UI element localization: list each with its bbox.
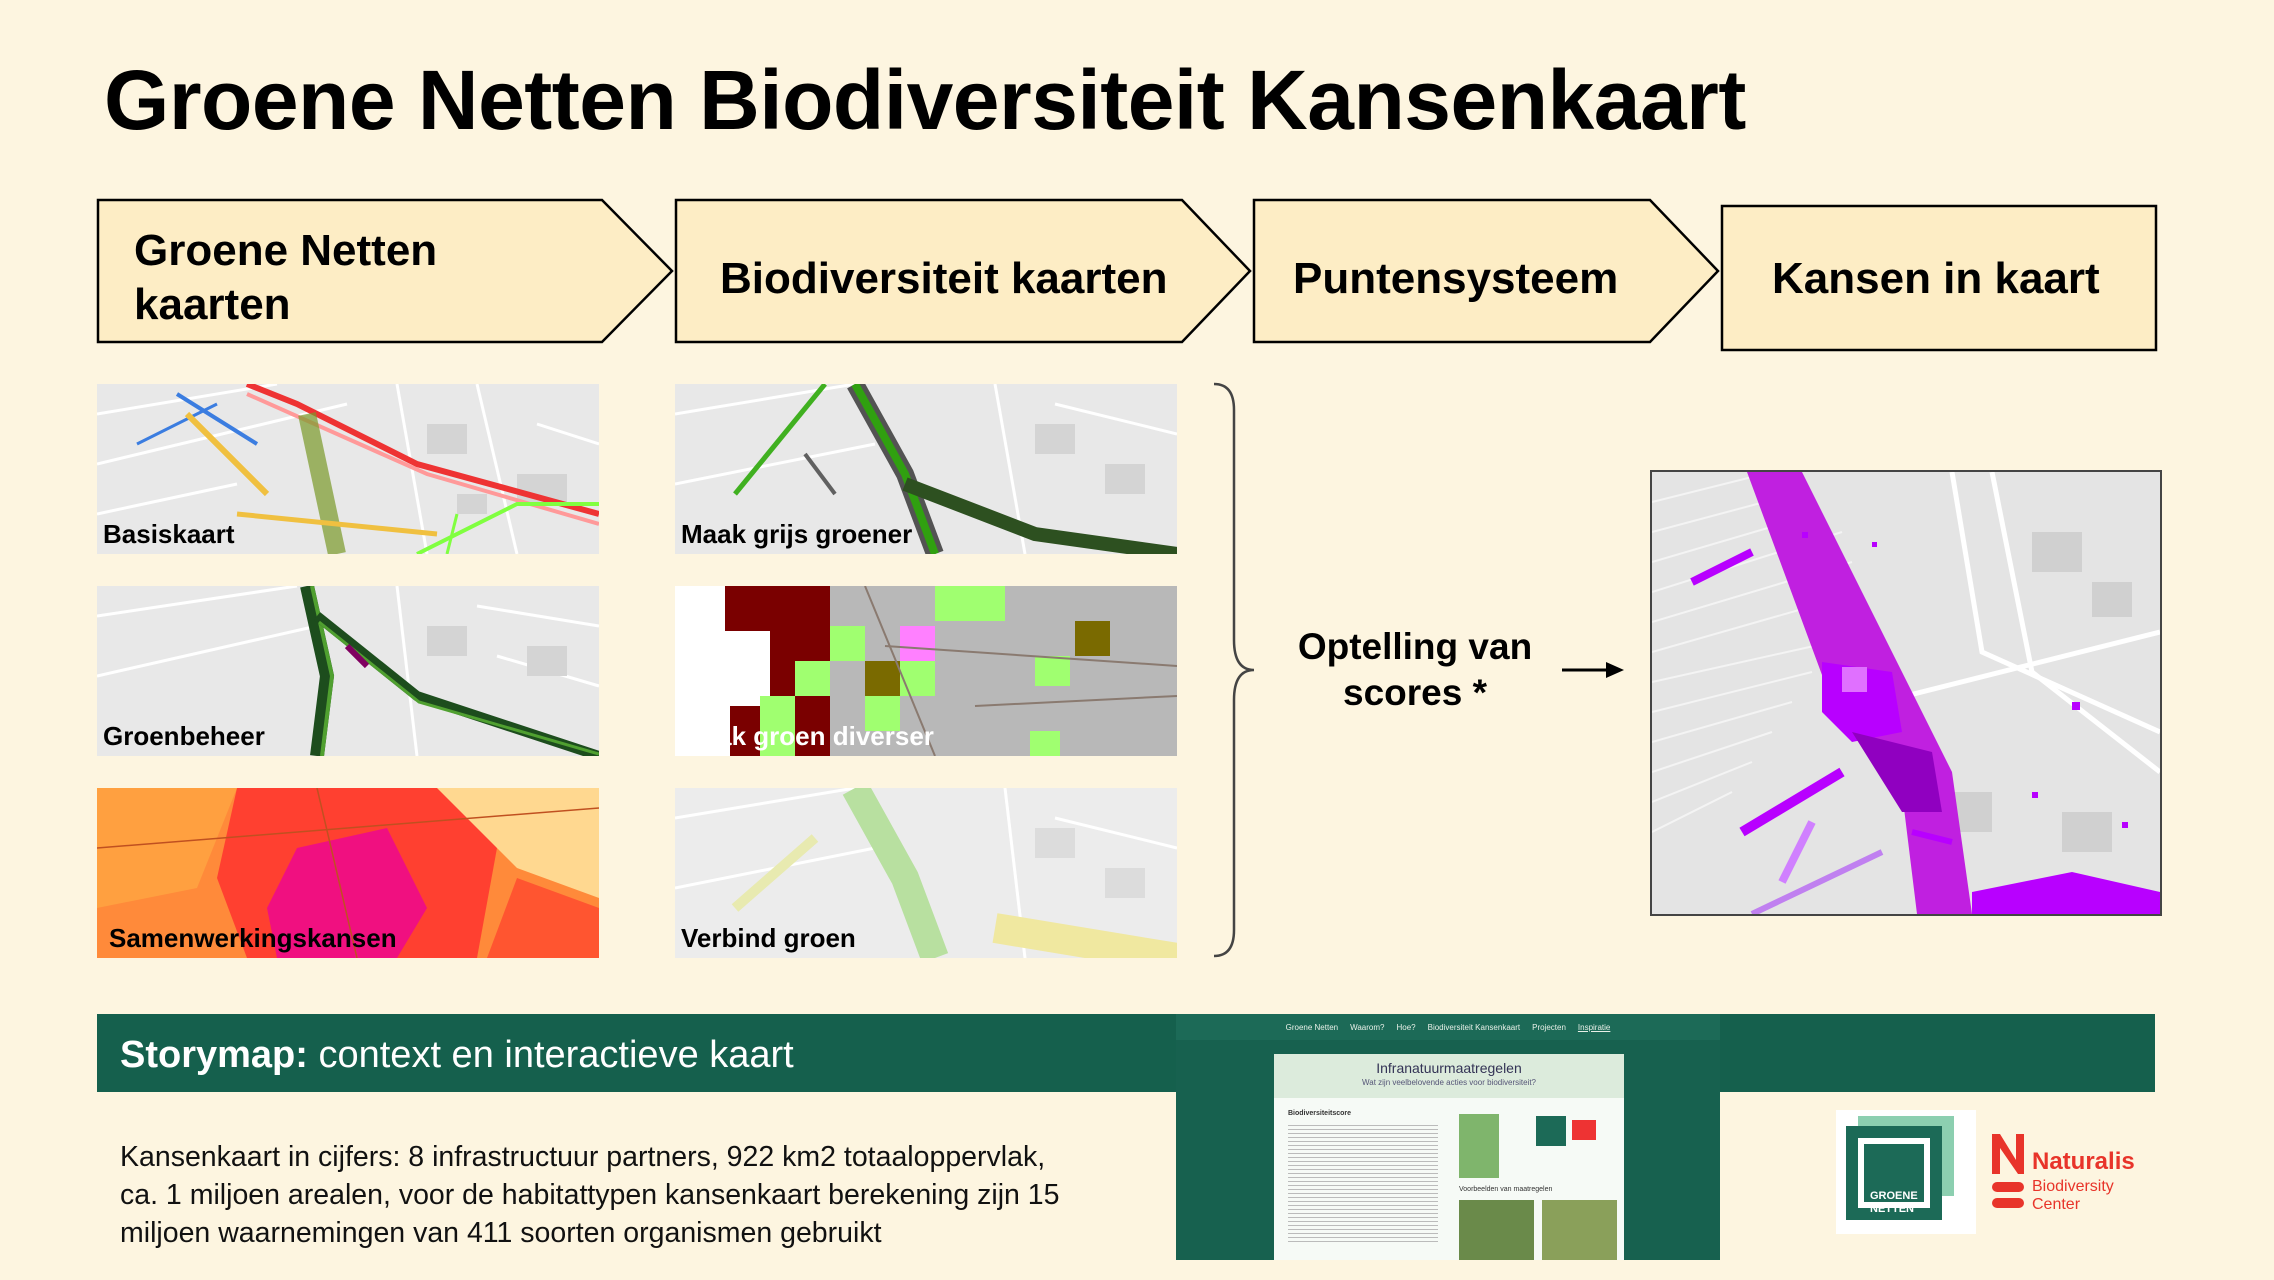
screenshot-map-thumb bbox=[1459, 1114, 1499, 1178]
screenshot-logo-thumb bbox=[1572, 1120, 1596, 1140]
screenshot-subheading: Wat zijn veelbelovende acties voor biodiversiteit? bbox=[1361, 1078, 1536, 1087]
groene-netten-logo-line1: GROENE bbox=[1870, 1190, 1918, 1202]
step-3-label: Puntensysteem bbox=[1293, 254, 1619, 303]
map-label-groenbeheer: Groenbeheer bbox=[103, 721, 265, 751]
map-label-basiskaart: Basiskaart bbox=[103, 519, 235, 549]
map-samenwerkingskansen bbox=[97, 788, 599, 958]
screenshot-nav-item[interactable]: Inspiratie bbox=[1577, 1022, 1611, 1032]
arrow-right-icon bbox=[1560, 658, 1626, 682]
step-2-label: Biodiversiteit kaarten bbox=[720, 254, 1168, 303]
step-1-line2: kaarten bbox=[134, 280, 291, 329]
figures-line-1: Kansenkaart in cijfers: 8 infrastructuur partners, 922 km2 totaaloppervlak, bbox=[120, 1141, 1046, 1173]
summation-label bbox=[1270, 624, 1560, 716]
screenshot-heading: Infranatuurmaatregelen bbox=[1376, 1060, 1522, 1076]
figures-text bbox=[120, 1138, 1140, 1252]
naturalis-logo bbox=[1988, 1130, 2148, 1220]
screenshot-photo bbox=[1459, 1200, 1534, 1260]
summation-line1: Optelling van bbox=[1297, 626, 1533, 667]
curly-brace-icon bbox=[1210, 380, 1270, 960]
screenshot-page bbox=[1274, 1054, 1624, 1260]
map-label-maak-grijs-groener: Maak grijs groener bbox=[681, 519, 913, 549]
map-groenbeheer bbox=[97, 586, 599, 756]
screenshot-nav-item[interactable]: Projecten bbox=[1532, 1022, 1566, 1032]
map-kansen-in-kaart bbox=[1650, 470, 2162, 916]
screenshot-nav-item[interactable]: Hoe? bbox=[1396, 1022, 1416, 1032]
page-title: Groene Netten Biodiversiteit Kansenkaart bbox=[104, 53, 1746, 147]
screenshot-section-title: Biodiversiteitscore bbox=[1288, 1110, 1352, 1117]
groene-netten-logo bbox=[1836, 1110, 1976, 1234]
storymap-label[interactable] bbox=[120, 1034, 794, 1077]
summation-line2: scores * bbox=[1343, 672, 1487, 713]
map-verbind-groen bbox=[675, 788, 1177, 958]
step-4-label: Kansen in kaart bbox=[1772, 254, 2100, 303]
screenshot-logo-thumb bbox=[1536, 1116, 1566, 1146]
naturalis-logo-sub1: Biodiversity bbox=[2032, 1178, 2114, 1195]
map-label-samenwerkingskansen: Samenwerkingskansen bbox=[109, 923, 397, 953]
screenshot-nav-item[interactable]: Groene Netten bbox=[1285, 1022, 1339, 1032]
naturalis-logo-name: Naturalis bbox=[2032, 1148, 2135, 1175]
map-label-maak-groen-diverser: Maak groen diverser bbox=[681, 721, 934, 751]
screenshot-nav bbox=[1176, 1014, 1720, 1040]
figures-line-2: ca. 1 miljoen arealen, voor de habitattypen kansenkaart berekening zijn 15 bbox=[120, 1179, 1060, 1211]
storymap-screenshot[interactable] bbox=[1176, 1014, 1720, 1260]
screenshot-photo bbox=[1542, 1200, 1617, 1260]
figures-line-3: miljoen waarnemingen van 411 soorten organismen gebruikt bbox=[120, 1217, 882, 1249]
map-maak-groen-diverser bbox=[675, 586, 1177, 756]
screenshot-header bbox=[1274, 1054, 1624, 1098]
map-basiskaart bbox=[97, 384, 599, 554]
screenshot-nav-item[interactable]: Waarom? bbox=[1350, 1022, 1385, 1032]
map-label-verbind-groen: Verbind groen bbox=[681, 923, 856, 953]
groene-netten-logo-line2: NETTEN bbox=[1870, 1203, 1914, 1215]
screenshot-text-block bbox=[1288, 1122, 1438, 1242]
naturalis-logo-sub2: Center bbox=[2032, 1196, 2081, 1213]
step-1-line1: Groene Netten bbox=[134, 226, 438, 275]
storymap-label-bold: Storymap: bbox=[120, 1034, 308, 1076]
screenshot-section-title: Voorbeelden van maatregelen bbox=[1459, 1186, 1553, 1193]
map-maak-grijs-groener bbox=[675, 384, 1177, 554]
screenshot-nav-item[interactable]: Biodiversiteit Kansenkaart bbox=[1427, 1022, 1521, 1032]
storymap-label-rest: context en interactieve kaart bbox=[307, 1034, 794, 1076]
